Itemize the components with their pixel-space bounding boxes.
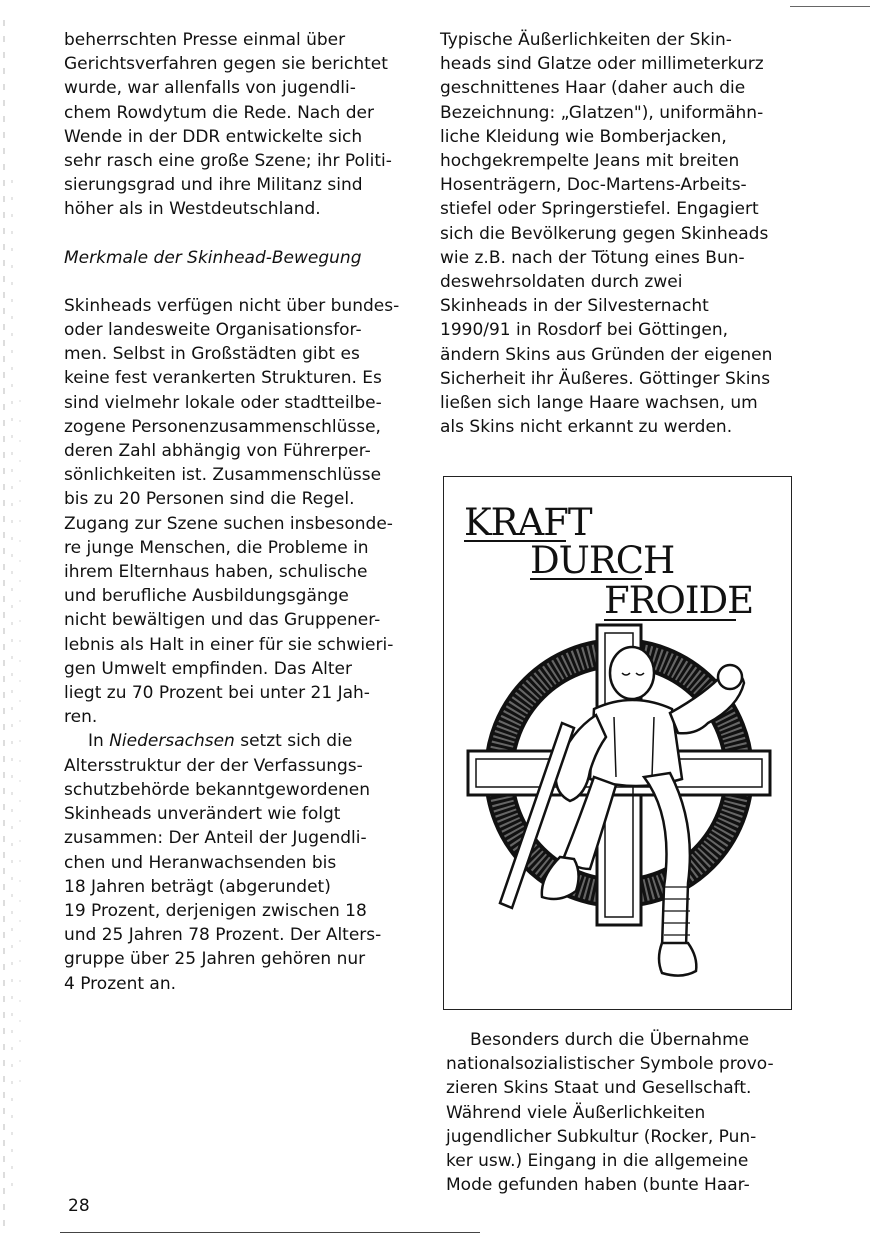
text-line: sind vielmehr lokale oder stadtteilbe- <box>64 392 382 413</box>
text-line: Während viele Äußerlichkeiten <box>446 1102 706 1123</box>
section-heading: Merkmale der Skinhead-Bewegung <box>64 247 362 268</box>
text-line: beherrschten Presse einmal über <box>64 30 346 50</box>
text-line: 4 Prozent an. <box>64 973 177 994</box>
text-line: ihrem Elternhaus haben, schulische <box>64 562 368 583</box>
text-line: geschnittenes Haar (daher auch die <box>440 78 746 99</box>
text-line: ließen sich lange Haare wachsen, um <box>440 393 758 414</box>
top-rule <box>790 6 870 7</box>
italic-term: Niedersachsen <box>109 731 235 752</box>
text-line: als Skins nicht erkannt zu werden. <box>440 417 733 438</box>
text-line: und berufliche Ausbildungsgänge <box>64 586 349 607</box>
text-line: chem Rowdytum die Rede. Nach der <box>64 102 374 123</box>
text-line: jugendlicher Subkultur (Rocker, Pun- <box>446 1126 757 1147</box>
text-line: Zugang zur Szene suchen insbesonde- <box>64 513 393 534</box>
text-line: Bezeichnung: „Glatzen"), uniformähn- <box>440 102 764 123</box>
text-line: sehr rasch eine große Szene; ihr Politi- <box>64 151 392 172</box>
poster-title-line-3: FROIDE <box>604 579 754 622</box>
text-fragment: In <box>88 731 110 752</box>
page-number: 28 <box>68 1196 90 1216</box>
text-line: heads sind Glatze oder millimeterkurz <box>440 54 764 75</box>
left-column <box>64 28 409 996</box>
text-line: Mode gefunden haben (bunte Haar- <box>446 1175 750 1196</box>
text-line: zogene Personenzusammenschlüsse, <box>64 416 381 437</box>
text-line: Typische Äußerlichkeiten der Skin- <box>440 30 732 50</box>
text-line: deswehrsoldaten durch zwei <box>440 272 683 293</box>
text-fragment: setzt sich die <box>234 731 353 752</box>
text-line: sierungsgrad und ihre Militanz sind <box>64 175 363 196</box>
text-line: lebnis als Halt in einer für sie schwieri- <box>64 634 394 655</box>
poster-figure <box>443 476 792 1010</box>
text-line: Sicherheit ihr Äußeres. Göttinger Skins <box>440 368 771 389</box>
text-line: bis zu 20 Personen sind die Regel. <box>64 489 355 510</box>
text-line: oder landesweite Organisationsfor- <box>64 320 362 341</box>
text-line: nicht bewältigen und das Gruppener- <box>64 610 381 631</box>
text-line: höher als in Westdeutschland. <box>64 199 321 220</box>
text-line: Besonders durch die Übernahme <box>470 1030 750 1050</box>
text-line: Hosenträgern, Doc-Martens-Arbeits- <box>440 175 747 196</box>
text-line: ändern Skins aus Gründen der eigenen <box>440 344 773 365</box>
text-line: wie z.B. nach der Tötung eines Bun- <box>440 247 745 268</box>
text-line: Skinheads verfügen nicht über bundes- <box>64 295 400 316</box>
right-column-bottom <box>446 1028 801 1197</box>
right-column-top <box>440 28 795 439</box>
text-line: zusammen: Der Anteil der Jugendli- <box>64 828 367 849</box>
poster-title-line-2: DURCH <box>530 539 675 582</box>
text-line: men. Selbst in Großstädten gibt es <box>64 344 360 365</box>
text-line: zieren Skins Staat und Gesellschaft. <box>446 1078 752 1099</box>
text-line <box>64 729 409 753</box>
text-line: Gerichtsverfahren gegen sie berichtet <box>64 54 388 75</box>
text-line: liche Kleidung wie Bomberjacken, <box>440 126 727 147</box>
text-line: Altersstruktur der der Verfassungs- <box>64 755 363 776</box>
text-line: ker usw.) Eingang in die allgemeine <box>446 1151 749 1172</box>
text-line: sich die Bevölkerung gegen Skinheads <box>440 223 769 244</box>
text-line: 1990/91 in Rosdorf bei Göttingen, <box>440 320 729 341</box>
text-line: sönlichkeiten ist. Zusammenschlüsse <box>64 465 382 486</box>
text-line: stiefel oder Springerstiefel. Engagiert <box>440 199 759 220</box>
text-line: Wende in der DDR entwickelte sich <box>64 126 363 147</box>
text-line: gen Umwelt empfinden. Das Alter <box>64 658 352 679</box>
text-line: Skinheads unverändert wie folgt <box>64 804 341 825</box>
text-line: 18 Jahren beträgt (abgerundet) <box>64 876 331 897</box>
text-line: Skinheads in der Silvesternacht <box>440 296 709 317</box>
text-line: hochgekrempelte Jeans mit breiten <box>440 151 740 172</box>
poster-illustration <box>444 477 790 1008</box>
poster-title-line-1: KRAFT <box>464 501 592 544</box>
paragraph-niedersachsen <box>64 729 409 995</box>
paragraph-organisation <box>64 294 409 730</box>
text-line: wurde, war allenfalls von jugendli- <box>64 78 356 99</box>
text-line: chen und Heranwachsenden bis <box>64 852 337 873</box>
text-line: keine fest verankerten Strukturen. Es <box>64 368 382 389</box>
text-line: liegt zu 70 Prozent bei unter 21 Jah- <box>64 683 370 704</box>
text-line: und 25 Jahren 78 Prozent. Der Alters- <box>64 925 382 946</box>
text-line: deren Zahl abhängig von Führerper- <box>64 441 371 462</box>
bottom-rule <box>60 1232 480 1233</box>
text-line: nationalsozialistischer Symbole provo- <box>446 1054 774 1075</box>
text-line: 19 Prozent, derjenigen zwischen 18 <box>64 900 367 921</box>
text-line: re junge Menschen, die Probleme in <box>64 537 369 558</box>
scan-margin-marks <box>0 0 34 1241</box>
text-line: ren. <box>64 707 98 728</box>
text-line: schutzbehörde bekanntgewordenen <box>64 779 371 800</box>
paragraph-intro <box>64 28 409 222</box>
text-line: gruppe über 25 Jahren gehören nur <box>64 949 366 970</box>
